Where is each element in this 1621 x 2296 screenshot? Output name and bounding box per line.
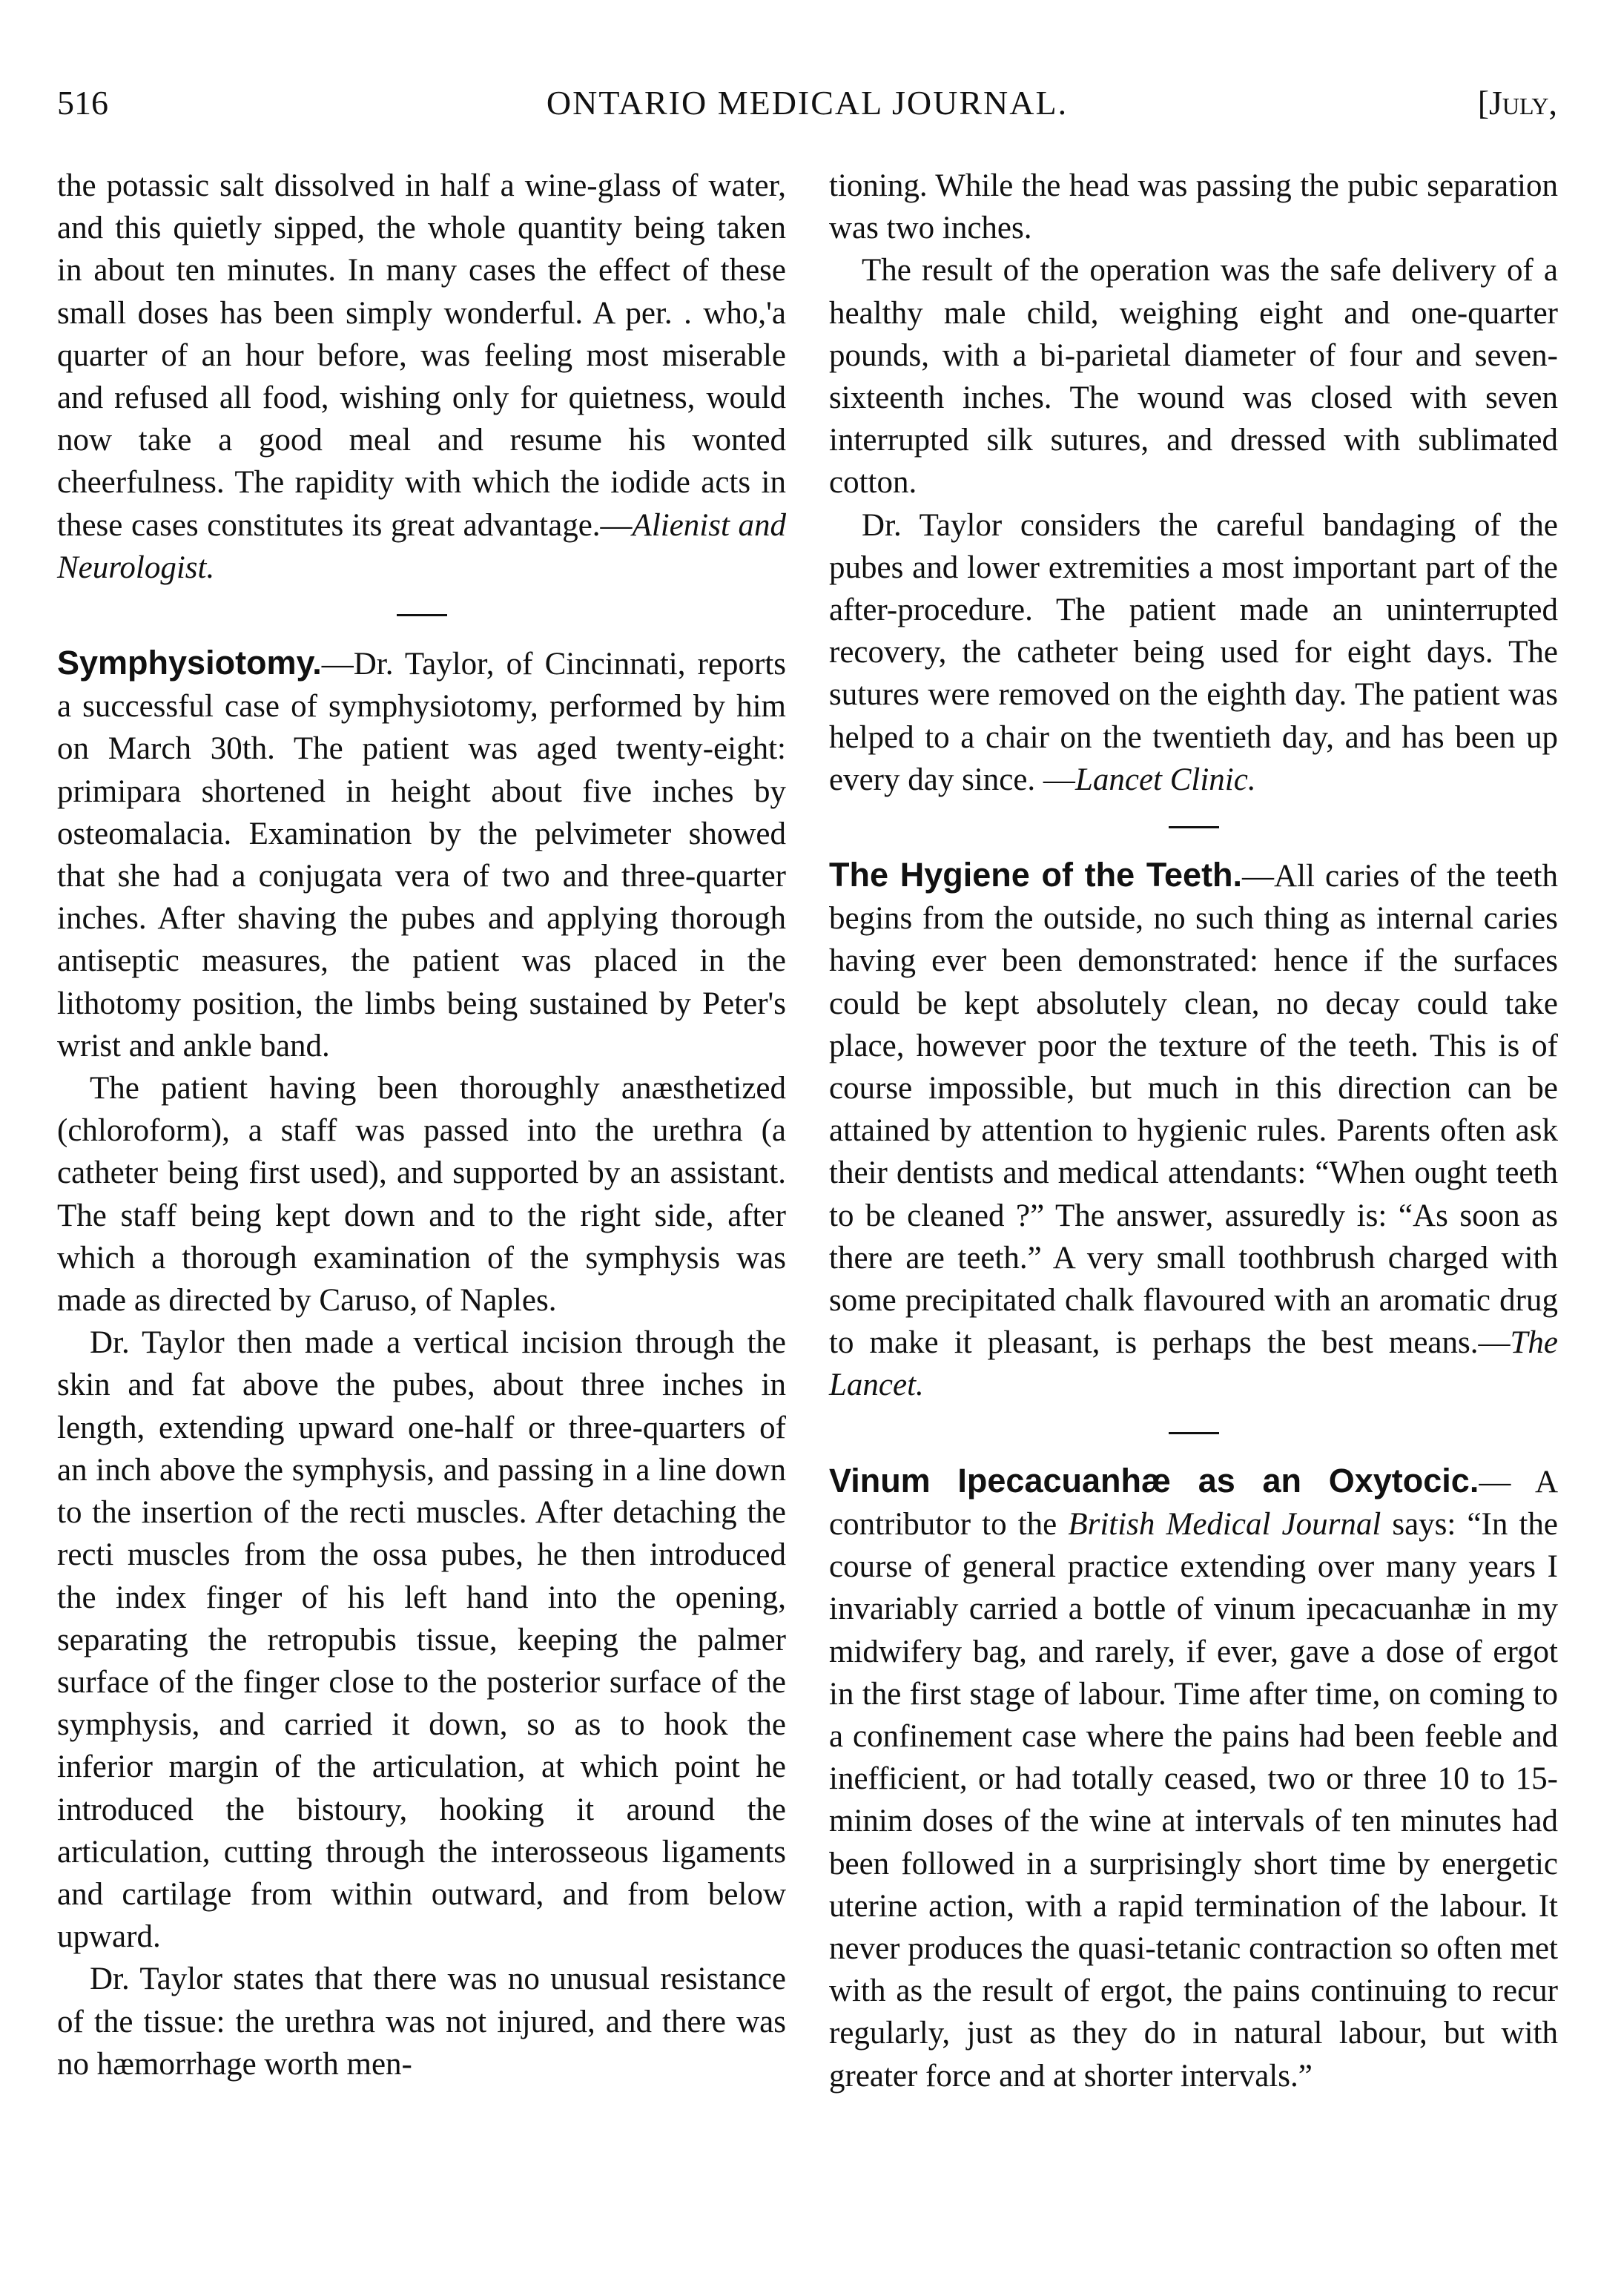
paragraph — [829, 854, 1558, 1407]
right-column — [829, 165, 1558, 2097]
article-heading: Vinum Ipecacuanhæ as an Oxytocic. — [829, 1461, 1479, 1500]
source-citation: Lancet Clinic. — [1074, 762, 1256, 797]
paragraph — [57, 165, 786, 589]
paragraph — [829, 249, 1558, 504]
body-text: Dr. Taylor then made a vertical incision through the skin and fat above the pubes, about three inches in length, extending upward one-half or three-quarters of an inch above the symphysis, and passing in a line down to the insertion of the recti muscles. After detaching the recti muscles from the ossa pubes, he then introduced the index finger of his left hand into the opening, separating the retropubis tissue, keeping the palmer surface of the finger close to the posterior surface of the symphysis, and carried it down, so as to hook the inferior margin of the articulation, at which point he introduced the bistoury, hooking it around the articulation, cutting through the interosseous ligaments and cartilage from within outward, and from below upward. — [57, 1325, 786, 1955]
paragraph — [829, 1459, 1558, 2097]
running-header — [57, 83, 1557, 128]
paragraph — [57, 1067, 786, 1322]
issue-month: [July, — [1477, 84, 1557, 122]
body-text: Dr. Taylor states that there was no unusual resistance of the tissue: the urethra was not injured, and there was no hæmorrhage worth men- — [57, 1962, 786, 2082]
paragraph — [829, 165, 1558, 249]
source-citation: Alienist and Neurologist. — [57, 507, 787, 585]
journal-title: ONTARIO MEDICAL JOURNAL. — [546, 84, 1069, 122]
section-divider — [1169, 1432, 1219, 1434]
paragraph — [57, 1322, 786, 1958]
article-heading: The Hygiene of the Teeth. — [829, 856, 1243, 894]
body-text: the potassic salt dissolved in half a wine-glass of water, and this quietly sipped, the whole quantity being taken in about ten minutes. In many cases the effect of these small doses has been simply wonderful. A per. . who,'a quarter of an hour before, was feeling most miserable and refused all food, wishing only for quietness, would now take a good meal and resume his wonted cheerfulness. The rapidity with which the iodide acts in these cases constitutes its great advantage.— — [57, 168, 786, 543]
body-text: The result of the operation was the safe delivery of a healthy male child, weighing eight and one-quarter pounds, with a bi-parietal diameter of four and seven-sixteenth inches. The wound was closed with seven interrupted silk sutures, and dressed with sublimated cotton. — [829, 253, 1558, 501]
body-text: The patient having been thoroughly anæsthetized (chloroform), a staff was passed into the urethra (a catheter being first used), and supported by an assistant. The staff being kept down and to the right side, after which a thorough examination of the symphysis was made as directed by Caruso, of Naples. — [57, 1071, 786, 1319]
body-text: tioning. While the head was passing the pubic separation was two inches. — [829, 168, 1558, 246]
body-text: —All caries of the teeth begins from the outside, no such thing as internal caries having ever been demonstrated: hence if the surfaces could be kept absolutely clean, no decay could take place, however poor the texture of the teeth. This is of course impossible, but much in this direction can be attained by attention to hygienic rules. Parents often ask their dentists and medical attendants: “When ought teeth to be cleaned ?” The answer, assuredly is: “As soon as there are teeth.” A very small toothbrush charged with some precipitated chalk flavoured with an aromatic drug to make it pleasant, is perhaps the best means.— — [829, 859, 1558, 1361]
source-citation: The Lancet. — [829, 1325, 1558, 1403]
body-text: says: “In the course of general practice extending over many years I invariably carried a bottle of vinum ipecacuanhæ in my midwifery bag, and rarely, if ever, gave a dose of ergot in the first stage of labour. Time after time, on coming to a confinement case where the pains had been feeble and inefficient, or had totally ceased, two or three 10 to 15-minim doses of the wine at intervals of ten minutes had been followed in a surprisingly short time by energetic uterine action, with a rapid termination of the labour. It never produces the quasi-tetanic contraction so often met with as the result of ergot, the pains continuing to recur regularly, just as they do in natural labour, but with greater force and at shorter intervals.” — [829, 1506, 1558, 2094]
paragraph — [829, 504, 1558, 801]
paragraph — [57, 641, 786, 1067]
section-divider — [1169, 826, 1219, 828]
section-divider — [397, 614, 447, 616]
body-text: — A contributor to the — [829, 1464, 1558, 1542]
body-text: Dr. Taylor considers the careful bandaging of the pubes and lower extremities a most important part of the after-procedure. The patient made an uninterrupted recovery, the catheter being used for eight days. The sutures were removed on the eighth day. The patient was helped to a chair on the twentieth day, and has been up every day since. — — [829, 507, 1558, 797]
source-citation: British Medical Journal — [1068, 1506, 1381, 1542]
article-heading: Symphysiotomy. — [57, 644, 322, 682]
page-number: 516 — [57, 84, 108, 122]
left-column — [57, 165, 786, 2085]
paragraph — [57, 1958, 786, 2085]
body-text: —Dr. Taylor, of Cincinnati, reports a successful case of symphysiotomy, performed by him on March 30th. The patient was aged twenty-eight: primipara shortened in height about five inches by osteomalacia. Examination by the pelvimeter showed that she had a conjugata vera of two and three-quarter inches. After shaving the pubes and applying thorough antiseptic measures, the patient was placed in the lithotomy position, the limbs being sustained by Peter's wrist and ankle band. — [57, 647, 786, 1063]
